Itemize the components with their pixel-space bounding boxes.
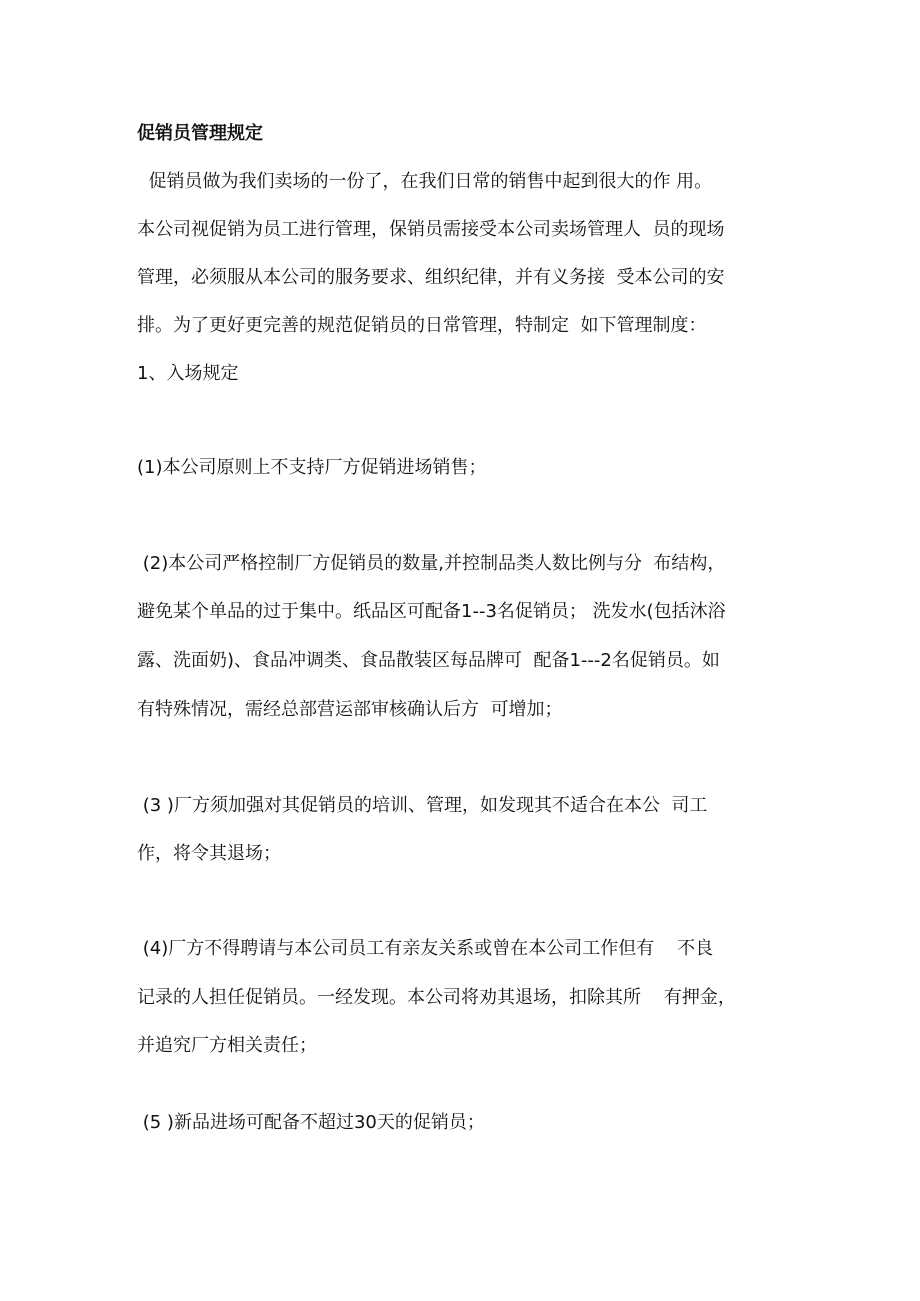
item-1-line-1: (1)本公司原则上不支持厂方促销进场销售； xyxy=(137,457,487,478)
intro-line-3: 管理，必须服从本公司的服务要求、组织纪律，并有义务接 受本公司的安 xyxy=(137,267,725,288)
intro-line-4: 排。为了更好更完善的规范促销员的日常管理，特制定 如下管理制度： xyxy=(137,315,707,336)
item-2-line-4: 有特殊情况，需经总部营运部审核确认后方 可增加； xyxy=(137,699,563,720)
item-2-line-2: 避免某个单品的过于集中。纸品区可配备1--3名促销员； 洗发水(包括沐浴 xyxy=(137,601,726,622)
item-4-line-1: (4)厂方不得聘请与本公司员工有亲友关系或曾在本公司工作但有 不良 xyxy=(137,938,714,959)
item-4-line-2: 记录的人担任促销员。一经发现。本公司将劝其退场，扣除其所 有押金， xyxy=(137,987,736,1008)
item-3-line-2: 作，将令其退场； xyxy=(137,843,281,864)
intro-line-1: 促销员做为我们卖场的一份了，在我们日常的销售中起到很大的作 用。 xyxy=(137,171,713,192)
item-3-line-1: (3 )厂方须加强对其促销员的培训、管理，如发现其不适合在本公 司工 xyxy=(137,795,708,816)
item-5-line-1: (5 )新品进场可配备不超过30天的促销员； xyxy=(137,1112,485,1133)
document-title: 促销员管理规定 xyxy=(137,123,263,144)
section-heading: 1、入场规定 xyxy=(137,363,239,384)
item-2-line-1: (2)本公司严格控制厂方促销员的数量,并控制品类人数比例与分 布结构， xyxy=(137,553,726,574)
item-4-line-3: 并追究厂方相关责任； xyxy=(137,1035,317,1056)
item-2-line-3: 露、洗面奶)、食品冲调类、食品散装区每品牌可 配备1---2名促销员。如 xyxy=(137,650,720,671)
intro-line-2: 本公司视促销为员工进行管理，保销员需接受本公司卖场管理人 员的现场 xyxy=(137,219,725,240)
